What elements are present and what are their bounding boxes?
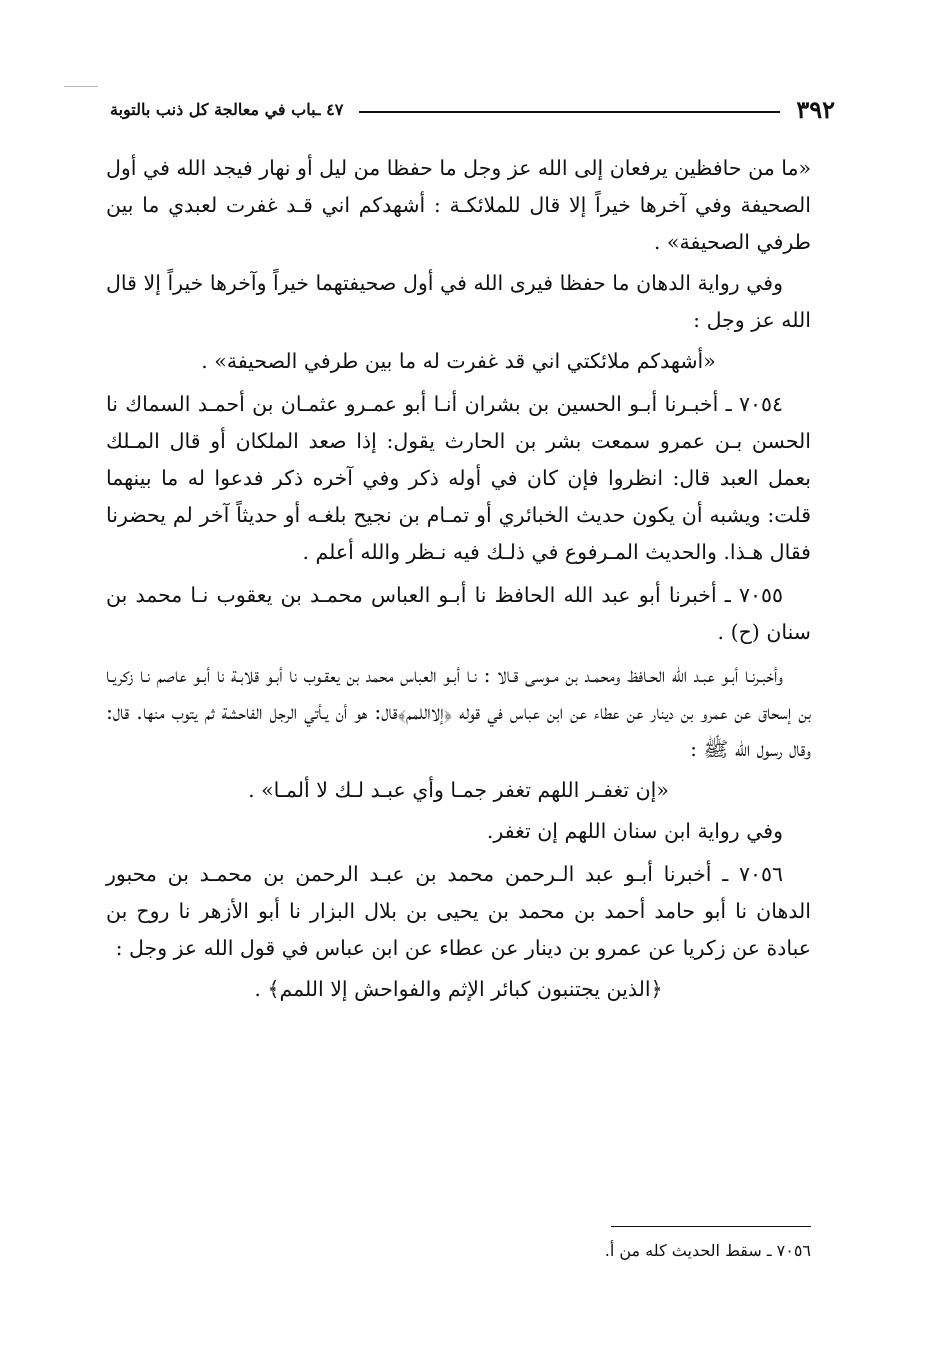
page-body — [106, 150, 811, 1012]
page-header — [110, 92, 835, 126]
running-title: ٤٧ ـباب في معالجة كل ذنب بالتوبة — [110, 99, 344, 119]
hadith-text: «ما من حافظين يرفعان إلى الله عز وجل ما حفظا من ليل أو نهار فيجد الله في أول الصحيفة وفي آخرها خيراً إلا قال للملائكـة : أشهدكم اني قـد غفرت لعبدي ما بين طرفي الصحيفة» . — [106, 156, 811, 254]
hadith-7056: ٧٠٥٦ ـ أخبرنا أبـو عبد الـرحمن محمد بن عبـد الرحمن بن محمـد بن محبور الدهان نا أبو حامد أحمد بن محمد بن يحيى بن بلال البزار نا أبو الأزهر نا روح بن عبادة عن زكريا عن عمرو بن دينار عن عطاء عن ابن عباس في قول الله عز وجل : — [106, 862, 811, 960]
paragraph-variant-narration: وفي رواية الدهان ما حفظا فيرى الله في أول صحيفتهما خيراً وآخرها خيراً إلا قال الله عز وجل : — [106, 271, 811, 332]
quoted-text: «أشهدكم ملائكتي اني قد غفرت له ما بين طرفي الصحيفة» . — [201, 349, 716, 373]
header-rule — [359, 111, 780, 113]
quran-verse: ﴿الذين يجتنبون كبائر الإثم والفواحش إلا اللمم﴾ . — [254, 977, 663, 1001]
page-number: ٣٩٢ — [796, 94, 835, 124]
footnote-rule — [611, 1226, 811, 1227]
poetry-verse: «إن تغفـر اللهم تغفر جمـا وأي عبـد لـك لا ألمـا» . — [248, 778, 669, 802]
footnote: ٧٠٥٦ ـ سقط الحديث كله من أ. — [604, 1241, 811, 1260]
hadith-7054: ٧٠٥٤ ـ أخبـرنا أبـو الحسين بن بشران أنـا أبو عمـرو عثمـان بن أحمـد السماك نا الحسن بـن عمرو سمعت بشر بن الحارث يقول: إذا صعد الملكان أو قال المـلك بعمل العبد قال: انظروا فإن كان في أوله ذكر وفي آخره ذكر فدعوا له ما بينهما قلت: ويشبه أن يكون حديث الخبائري أو تمـام بن نجيح بلغـه أو حديثاً آخر لم يحضرنا فقال هـذا. والحديث المـرفوع في ذلـك فيه نـظر والله أعلم . — [106, 392, 811, 564]
scan-corner-mark — [64, 86, 98, 87]
hadith-7055: ٧٠٥٥ ـ أخبرنا أبو عبد الله الحافظ نا أبـو العباس محمـد بن يعقوب نـا محمد بن سنان (ح) . — [106, 583, 811, 644]
paragraph-variant-ibn-sinan: وفي رواية ابن سنان اللهم إن تغفر. — [486, 819, 783, 843]
paragraph-chain: وأخبـرنـا أبـو عبـد الله الحـافظ ومحمـد بن مـوسى قـالا : نـا أبـو العباس محمد بن يعقـوب نا أبـو قلابـة نا أبـو عاصم نـا زكريـا بن إسحاق عن عمرو بن دينار عن عطاء عن ابن عباس في قوله ﴿إلااللمم﴾قال: هو أن يـأتي الرجل الفاحشة ثم يتوب منها. قال: وقال رسول الله ﷺ : — [106, 663, 811, 761]
